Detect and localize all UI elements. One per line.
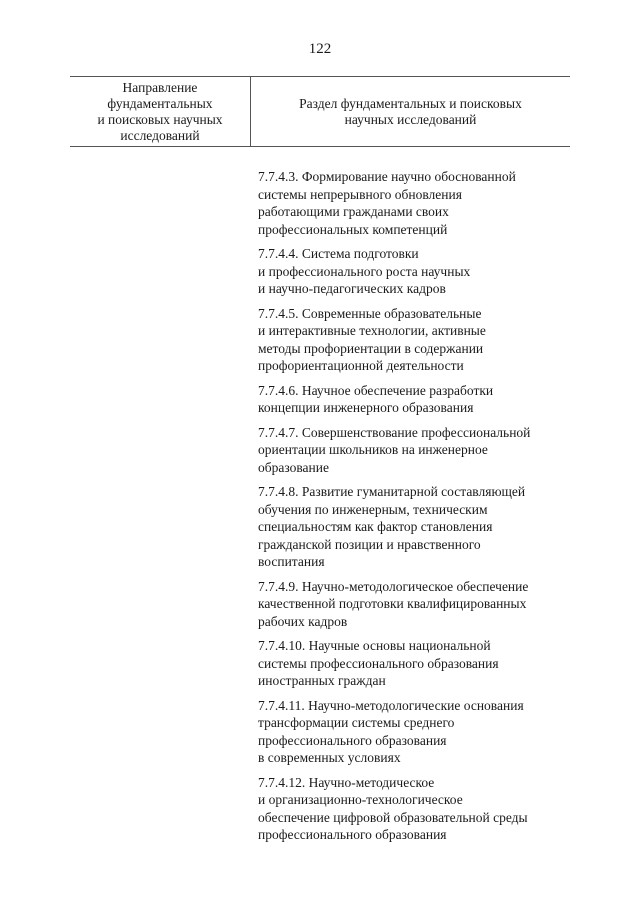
section-item-7-7-4-4: 7.7.4.4. Система подготовки и профессионального роста научных и научно-педагогических кадров: [258, 246, 471, 296]
section-item-7-7-4-5: 7.7.4.5. Современные образовательные и интерактивные технологии, активные методы профориентации в содержании профориентационной деятельности: [258, 305, 486, 373]
section-item-7-7-4-8: 7.7.4.8. Развитие гуманитарной составляющей обучения по инженерным, техническим специальностям как фактор становления гражданской позиции и нравственного воспитания: [258, 484, 526, 569]
page-number: 122: [308, 41, 332, 57]
table-header-row: [70, 77, 570, 146]
section-item-7-7-4-3: 7.7.4.3. Формирование научно обоснованной системы непрерывного обновления работающими гражданами своих профессиональных компетенций: [258, 169, 516, 237]
section-item-7-7-4-10: 7.7.4.10. Научные основы национальной системы профессионального образования иностранных граждан: [258, 638, 499, 688]
table-header-bottom-rule: [70, 146, 570, 147]
table: [70, 76, 570, 147]
section-item-7-7-4-7: 7.7.4.7. Совершенствование профессиональной ориентации школьников на инженерное образование: [258, 424, 531, 475]
section-item-7-7-4-11: 7.7.4.11. Научно-методологические основания трансформации системы среднего профессионального образования в современных условиях: [258, 697, 524, 765]
header-cell-direction: [70, 77, 250, 146]
section-item-7-7-4-9: 7.7.4.9. Научно-методологическое обеспечение качественной подготовки квалифицированных рабочих кадров: [258, 578, 529, 629]
section-item-7-7-4-12: 7.7.4.12. Научно-методическое и организационно-технологическое обеспечение цифровой образовательной среды профессионального образования: [258, 774, 528, 842]
section-item-7-7-4-6: 7.7.4.6. Научное обеспечение разработки концепции инженерного образования: [258, 382, 494, 415]
header-cell-section: [251, 77, 570, 146]
header-direction-label: Направление фундаментальных и поисковых научных исследований: [97, 79, 223, 143]
section-list: [258, 168, 570, 851]
header-section-label: Раздел фундаментальных и поисковых научных исследований: [299, 95, 522, 127]
